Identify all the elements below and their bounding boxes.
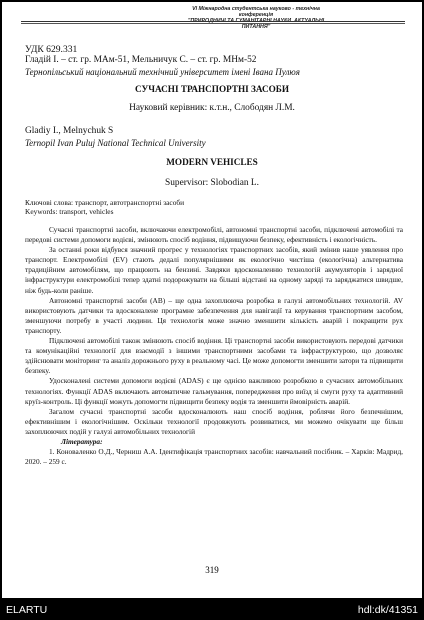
page-number: 319 [205,565,219,575]
paragraph: Підключені автомобілі також змінюють спосіб водіння. Ці транспортні засоби використовують передові датчики та комунікаційні технології для взаємодії з іншими транспортними засобами та інфраструктурою, що дозволяє здійснювати моніторинг та аналіз дорожнього руху в реальному часі. Це може допомогти зменшити затори та підвищити безпеку. [25,336,403,376]
article-body [25,225,403,467]
paper-page [2,2,422,598]
paragraph: Загалом сучасні транспортні засоби вдосконалюють наш спосіб водіння, роблячи його безпечнішим, ефективнішим і екологічнішим. Оскільки технології продовжують розвиватися, ми можемо очікувати ще більш захоплюючих подій у галузі автомобільних технологій [25,406,403,436]
udk-code: УДК 629.331 [25,44,78,55]
footer-repository: ELARTU [6,604,48,616]
literature-heading: Література: [61,436,103,446]
affiliation-en: Ternopil Ivan Puluj National Technical University [25,138,206,148]
header-rule [21,21,405,22]
paragraph: Удосконалені системи допомоги водієві (ADAS) є ще однією важливою розробкою в сучасних автомобільних технологіях. Функції ADAS включають автоматичне гальмування, попередження про виїзд зі смуги руху та адаптивний круїз-контроль. Ці функції можуть допомогти підвищити безпеку водія та зменшити ймовірність аварій. [25,376,403,406]
keywords-en: Keywords: transport, vehicles [25,207,114,216]
authors-ua: Гладій І. – ст. гр. МАм-51, Мельничук С. – ст. гр. МНм-52 [25,55,257,65]
conference-line-1: VI Міжнародна студентська науково - технічна конференція [192,6,320,18]
conference-header [2,6,422,30]
title-ua: СУЧАСНІ ТРАНСПОРТНІ ЗАСОБИ [135,84,289,94]
conference-line-2: "ПРИРОДНИЧІ ТА ГУМАНІТАРНІ НАУКИ. АКТУАЛЬНІ ПИТАННЯ" [187,18,325,30]
footer-bar [0,600,424,620]
authors-en: Gladiy I., Melnychuk S [25,126,114,136]
title-en: MODERN VEHICLES [166,157,258,167]
supervisor-en: Supervisor: Slobodian L. [164,178,259,188]
header-rule-thin [21,23,405,24]
paragraph: Автономні транспортні засоби (АВ) – ще одна захоплююча розробка в галузі автомобільних технологій. AV використовують датчики та вдосконалене програмне забезпечення для навігації та керування транспортним засобом, зменшуючи потребу в участі людини. Ця технологія може значно зменшити кількість аварій і покращити рух транспорту. [25,295,403,335]
keywords-ua: Ключові слова: транспорт, автотранспортні засоби [25,198,185,207]
supervisor-ua: Науковий керівник: к.т.н., Слободян Л.М. [129,103,295,113]
paragraph: Сучасні транспортні засоби, включаючи електромобілі, автономні транспортні засоби, підключені автомобілі та передові системи допомоги водієві, змінюють спосіб водіння, підвищуючи безпеку, ефективність і екологічність. [25,225,403,245]
paragraph: За останні роки відбувся значний прогрес у технологіях транспортних засобів, який змінив наше уявлення про транспорт. Електромобілі (EV) стають дедалі популярнішими як екологічно чистіша (екологічна) альтернатива традиційним автомобілям, що працюють на бензині. Завдяки вдосконаленню технологій акумуляторів і зарядної інфраструктури електромобілі тепер здатні подорожувати на більші відстані на одному заряді та заряджатися швидше, ніж будь-коли раніше. [25,245,403,295]
affiliation-ua: Тернопільський національний технічний університет імені Івана Пулюя [25,67,300,77]
literature-item: 1. Коноваленко О.Д., Черниш А.А. Ідентифікація транспортних засобів: навчальний посібник. – Харків: Мадрид, 2020. – 259 с. [25,447,403,467]
footer-handle: hdl:dk/41351 [357,604,418,616]
